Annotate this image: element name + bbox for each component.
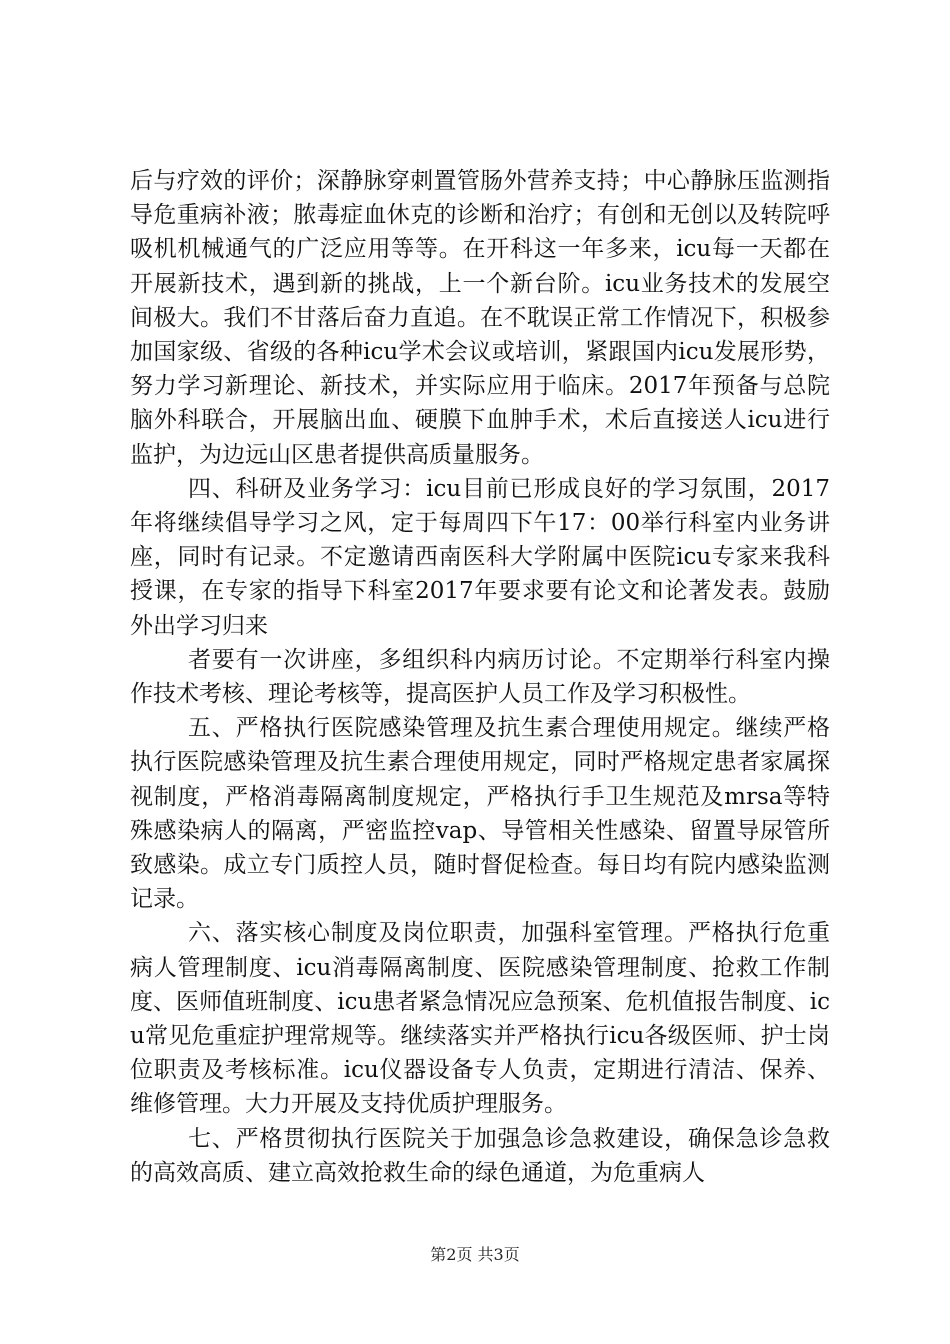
- paragraph-section-7: 七、严格贯彻执行医院关于加强急诊急救建设，确保急诊急救的高效高质、建立高效抢救生命的绿色通道，为危重病人: [130, 1125, 830, 1186]
- paragraph-section-4-cont: 者要有一次讲座，多组织科内病历讨论。不定期举行科室内操作技术考核、理论考核等，提高医护人员工作及学习积极性。: [130, 646, 830, 708]
- paragraph-continuation: 后与疗效的评价；深静脉穿刺置管肠外营养支持；中心静脉压监测指导危重病补液；脓毒症血休克的诊断和治疗；有创和无创以及转院呼吸机机械通气的广泛应用等等。在开科这一年多来，icu每一天都在开展新技术，遇到新的挑战，上一个新台阶。icu业务技术的发展空间极大。我们不甘落后奋力直追。在不耽误正常工作情况下，积极参加国家级、省级的各种icu学术会议或培训，紧跟国内icu发展形势，努力学习新理论、新技术，并实际应用于临床。2017年预备与总院脑外科联合，开展脑出血、硬膜下血肿手术，术后直接送人icu进行监护，为边远山区患者提供高质量服务。: [130, 168, 830, 468]
- paragraph-section-5: 五、严格执行医院感染管理及抗生素合理使用规定。继续严格执行医院感染管理及抗生素合理使用规定，同时严格规定患者家属探视制度，严格消毒隔离制度规定，严格执行手卫生规范及mrsa等特殊感染病人的隔离，严密监控vap、导管相关性感染、留置导尿管所致感染。成立专门质控人员，随时督促检查。每日均有院内感染监测记录。: [130, 715, 830, 913]
- page-footer: 第2页 共3页: [430, 1245, 520, 1264]
- paragraph-section-4: 四、科研及业务学习：icu目前已形成良好的学习氛围，2017年将继续倡导学习之风，定于每周四下午17：00举行科室内业务讲座，同时有记录。不定邀请西南医科大学附属中医院icu专家来我科授课，在专家的指导下科室2017年要求要有论文和论著发表。鼓励外出学习归来: [130, 475, 830, 639]
- document-body: [130, 164, 830, 1190]
- paragraph-section-6: 六、落实核心制度及岗位职责，加强科室管理。严格执行危重病人管理制度、icu消毒隔离制度、医院感染管理制度、抢救工作制度、医师值班制度、icu患者紧急情况应急预案、危机值报告制度、icu常见危重症护理常规等。继续落实并严格执行icu各级医师、护士岗位职责及考核标准。icu仪器设备专人负责，定期进行清洁、保养、维修管理。大力开展及支持优质护理服务。: [130, 920, 830, 1118]
